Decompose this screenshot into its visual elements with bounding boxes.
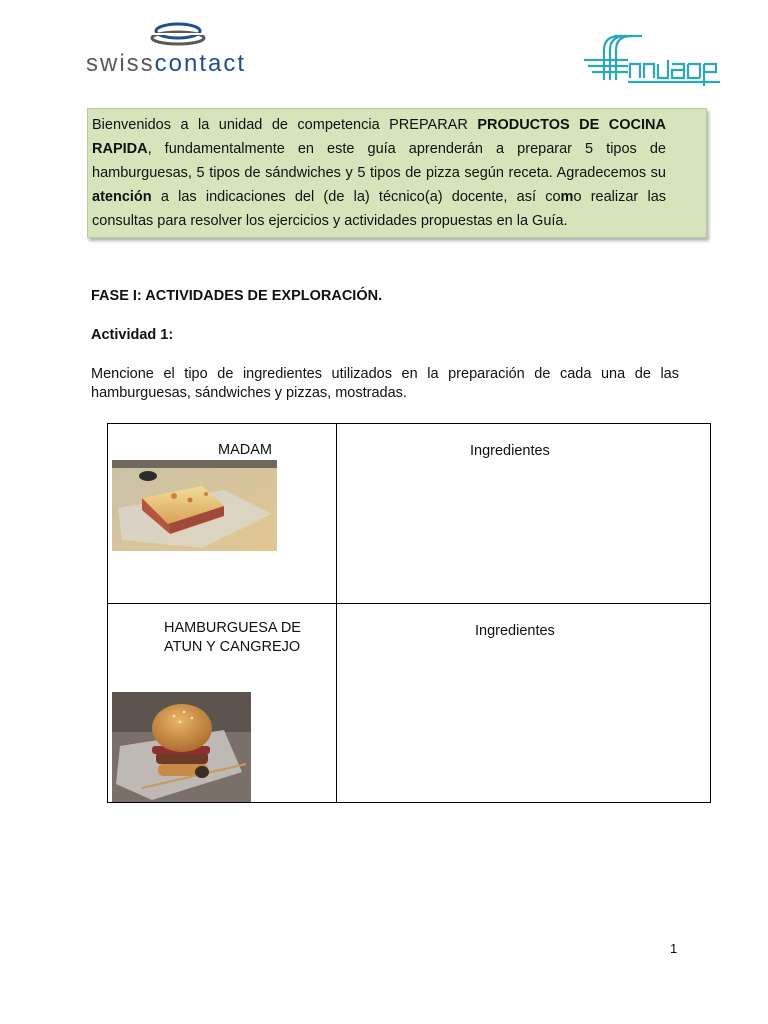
intro-paragraph	[92, 113, 666, 233]
product-name: MADAM	[218, 442, 272, 458]
swisscontact-logo	[86, 22, 276, 82]
actividad-heading: Actividad 1:	[91, 327, 174, 343]
ingredients-label: Ingredientes	[470, 443, 550, 459]
fase-heading: FASE I: ACTIVIDADES DE EXPLORACIÓN.	[91, 288, 383, 304]
intro-text-3: a las indicaciones del (de la) técnico(a) docente, así co	[151, 189, 561, 205]
swisscontact-swirl-icon	[146, 22, 210, 46]
product-cell	[108, 604, 337, 803]
ingredients-cell[interactable]	[337, 424, 711, 604]
ingredients-cell[interactable]	[337, 604, 711, 803]
intro-text-2: , fundamentalmente en este guía aprenderán a preparar 5 tipos de hamburguesas, 5 tipos de sándwiches y 5 tipos de pizza según receta. Agradecemos su	[92, 141, 666, 181]
product-cell	[108, 424, 337, 604]
swisscontact-word-part1: swiss	[86, 50, 155, 77]
intro-bold-1: PRODUCTOS DE COCINA RAPIDA	[92, 117, 666, 157]
intro-bold-2: atención	[92, 189, 152, 205]
intro-text-4: o realizar las consultas para resolver los ejercicios y actividades propuestas en la Guía.	[92, 189, 667, 229]
intro-bold-3: m	[560, 189, 574, 205]
ingredients-label: Ingredientes	[475, 623, 555, 640]
table-row	[108, 424, 711, 604]
table-row	[108, 604, 711, 803]
sandwich-photo-icon	[112, 460, 277, 551]
swisscontact-word-part2: contact	[154, 50, 247, 77]
burger-photo-icon	[112, 692, 251, 802]
swisscontact-wordmark	[86, 50, 246, 78]
fundap-logo-icon	[584, 30, 728, 88]
activity-instructions: Mencione el tipo de ingredientes utilizados en la preparación de cada una de las hamburguesas, sándwiches y pizzas, mostradas.	[91, 366, 679, 401]
page-number: 1	[670, 941, 678, 956]
intro-text-1: Bienvenidos a la unidad de competencia PREPARAR	[92, 117, 478, 133]
ingredients-table	[107, 423, 711, 803]
intro-box	[87, 108, 707, 238]
product-name: HAMBURGUESA DE ATUN Y CANGREJO	[164, 620, 301, 656]
